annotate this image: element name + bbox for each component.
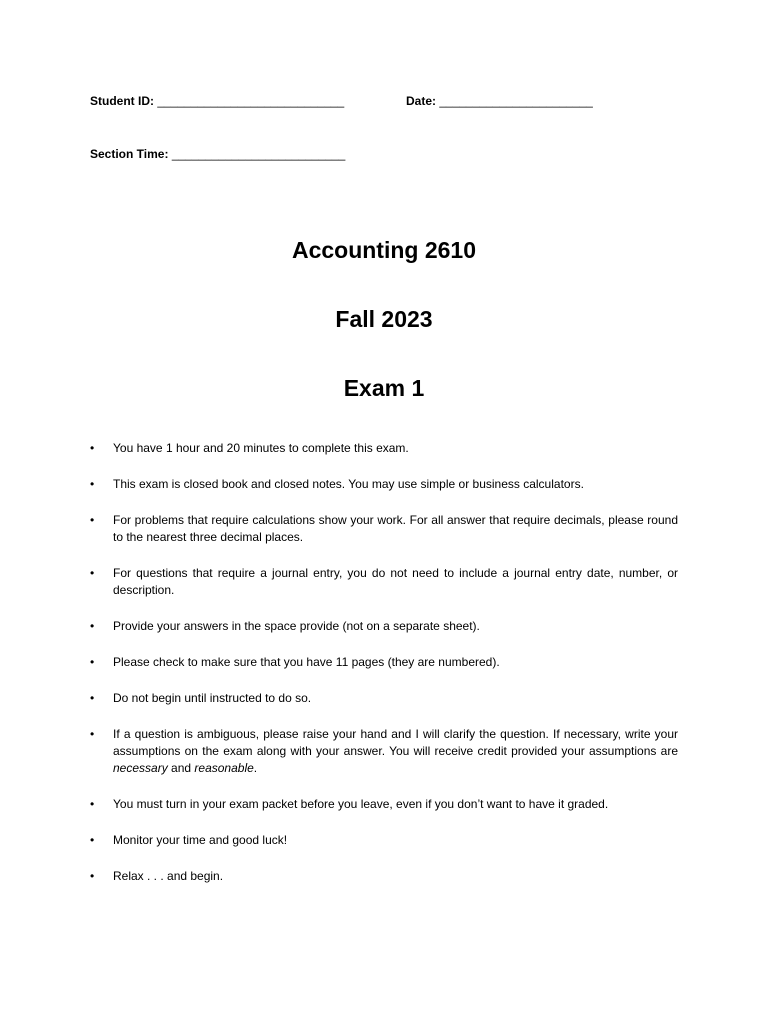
date-label: Date: [406,94,437,108]
date-row [406,94,593,108]
student-id-blank: ____________________________ [157,94,345,108]
instruction-item: • For problems that require calculations show your work. For all answer that require decimals, please round to the nearest three decimal places. [90,513,678,544]
instruction-item: • You must turn in your exam packet before you leave, even if you don’t want to have it graded. [90,797,609,811]
bullet-icon: • [90,477,95,491]
bullet-icon: • [90,513,95,527]
instruction-item: • Provide your answers in the space provide (not on a separate sheet). [90,619,480,633]
instruction-item: • For questions that require a journal entry, you do not need to include a journal entry date, number, or description. [90,566,678,597]
instructions-list [90,440,678,885]
instruction-item: • This exam is closed book and closed notes. You may use simple or business calculators. [90,477,584,491]
instruction-item: • Monitor your time and good luck! [90,833,288,847]
date-blank: _______________________ [439,94,593,108]
bullet-icon: • [90,441,95,455]
section-time-blank: __________________________ [171,147,346,161]
student-id-row [90,94,344,108]
term-title: Fall 2023 [335,306,433,332]
instruction-item: • You have 1 hour and 20 minutes to complete this exam. [90,441,409,455]
exam-title: Exam 1 [343,375,425,401]
bullet-icon: • [90,833,95,847]
student-id-label: Student ID: [90,94,154,108]
section-time-label: Section Time: [90,147,169,161]
course-title: Accounting 2610 [291,237,477,263]
section-time-row [90,147,345,161]
bullet-icon: • [90,566,95,580]
instruction-item: • Do not begin until instructed to do so. [90,691,312,705]
instruction-item: • If a question is ambiguous, please raise your hand and I will clarify the question. If necessary, write your assumptions on the exam along with your answer. You will receive credit provided your assumptions are necessary and reasonable. [90,727,678,775]
instruction-item: • Please check to make sure that you have 11 pages (they are numbered). [90,655,500,669]
bullet-icon: • [90,869,95,883]
bullet-icon: • [90,655,95,669]
bullet-icon: • [90,727,95,741]
instruction-item: • Relax . . . and begin. [90,869,224,883]
bullet-icon: • [90,619,95,633]
bullet-icon: • [90,797,95,811]
bullet-icon: • [90,691,95,705]
